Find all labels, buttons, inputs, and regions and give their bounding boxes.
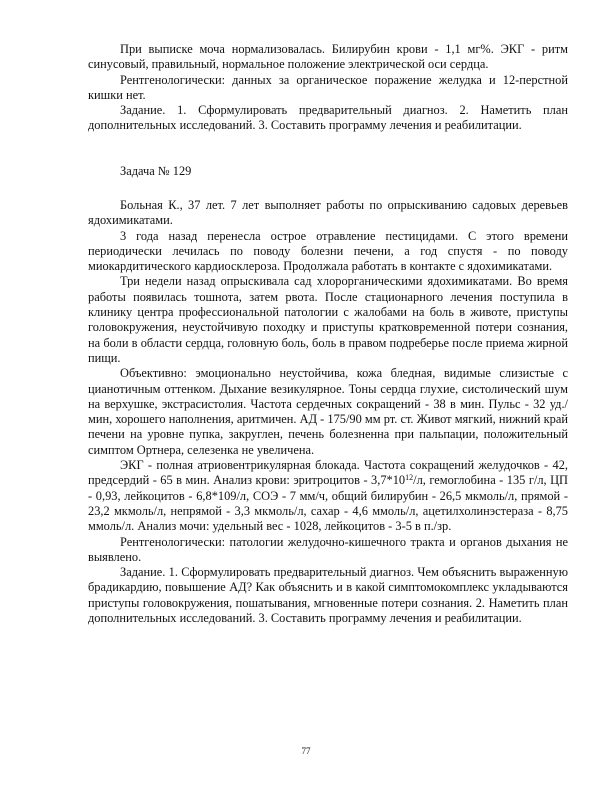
assignment-paragraph: Задание. 1. Сформулировать предварительный диагноз. 2. Наметить план дополнительных исследований. 3. Составить программу лечения и реабилитации. xyxy=(88,103,568,133)
exponent: 12 xyxy=(405,473,414,483)
ecg-lab-text-end: /л, гемоглобина - 135 г/л, ЦП - 0,93, лейкоцитов - 6,8*109/л, СОЭ - 7 мм/ч, общий билирубин - 26,5 мкмоль/л, прямой - 23,2 мкмоль/л, непрямой - 3,3 мкмоль/л, сахар - 4,6 ммоль/л, ацетилхолинэстераза - 8,75 ммоль/л. Анализ мочи: удельный вес - 1028, лейкоцитов - 3-5 в п./зр. xyxy=(88,473,568,534)
discharge-paragraph: При выписке моча нормализовалась. Билирубин крови - 1,1 мг%. ЭКГ - ритм синусовый, правильный, нормальное положение электрической оси сердца. xyxy=(88,42,568,72)
ecg-lab-paragraph xyxy=(88,458,568,534)
ecg-lab-text-start: ЭКГ - полная атриовентрикулярная блокада. Частота сокращений желудочков - 42, предсердий - 65 в мин. Анализ крови: эритроцитов - 3,7*10 xyxy=(88,458,568,488)
history-paragraph: 3 года назад перенесла острое отравление пестицидами. С этого времени периодически лечилась по поводу болезни печени, а год спустя - по поводу миокардитического кардиосклероза. Продолжала работать в контакте с ядохимикатами. xyxy=(88,228,568,274)
task-129-body xyxy=(88,198,568,626)
task-heading-block xyxy=(88,164,568,179)
task-title: Задача № 129 xyxy=(120,164,192,178)
complaints-paragraph: Три недели назад опрыскивала сад хлорорганическими ядохимикатами. Во время работы появилась тошнота, затем рвота. После стационарного лечения поступила в клинику центра профессиональной патологии с жалобами на боль в животе, приступы головокружения, неустойчивую походку и приступы кратковременной потери сознания, на боли в области сердца, головную боль, боль в правом подреберье после приема жирной пищи. xyxy=(88,274,568,365)
task-assignment-paragraph: Задание. 1. Сформулировать предварительный диагноз. Чем объяснить выраженную брадикардию, повышение АД? Как объяснить и в какой симптомокомплекс укладываются приступы головокружения, пошатывания, мгновенные потери сознания. 2. Наметить план дополнительных исследований. 3. Составить программу лечения и реабилитации. xyxy=(88,565,568,626)
objective-paragraph: Объективно: эмоционально неустойчива, кожа бледная, видимые слизистые с цианотичным оттенком. Дыхание везикулярное. Тоны сердца глухие, систолический шум на верхушке, экстрасистолия. Частота сердечных сокращений - 38 в мин. Пульс - 32 уд./мин, хорошего наполнения, аритмичен. АД - 175/90 мм рт. ст. Живот мягкий, нижний край печени на уровне пупка, закруглен, печень болезненна при пальпации, положительный симптом Ортнера, селезенка не увеличена. xyxy=(88,366,568,457)
previous-case-continuation xyxy=(88,42,568,134)
page-number: 77 xyxy=(301,746,311,756)
xray-paragraph: Рентгенологически: данных за органическое поражение желудка и 12-перстной кишки нет. xyxy=(88,72,568,102)
xray-result-paragraph: Рентгенологически: патологии желудочно-кишечного тракта и органов дыхания не выявлено. xyxy=(88,534,568,564)
patient-paragraph: Больная К., 37 лет. 7 лет выполняет работы по опрыскиванию садовых деревьев ядохимикатами. xyxy=(88,198,568,228)
